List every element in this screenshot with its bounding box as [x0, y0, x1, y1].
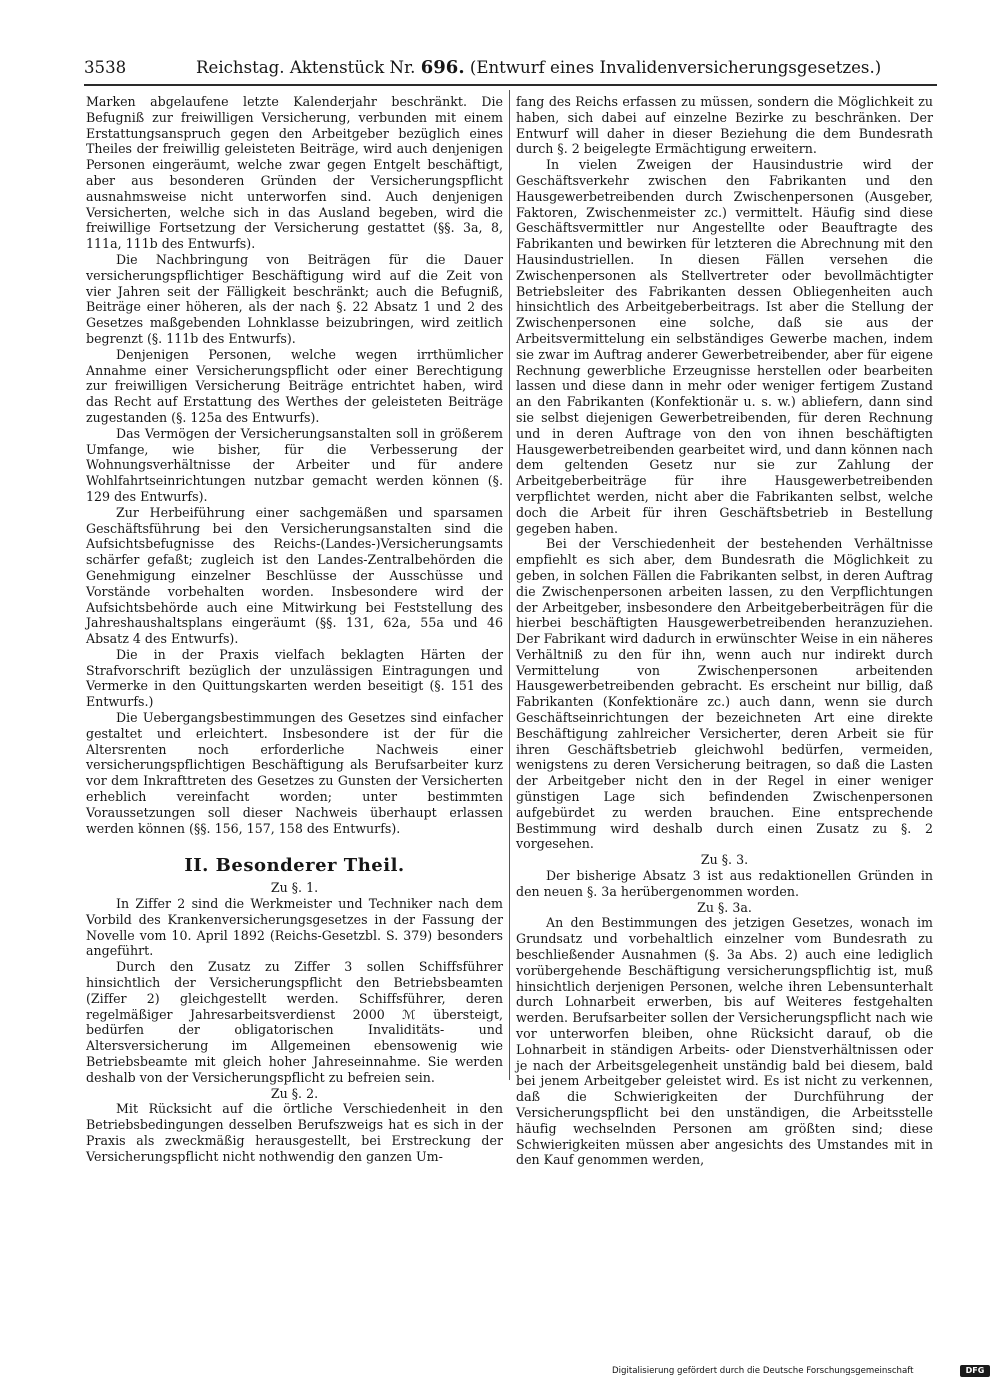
- subsection-heading: Zu §. 3.: [700, 852, 749, 868]
- digitization-footer: [612, 1363, 990, 1379]
- paragraph: Bei der Verschiedenheit der bestehenden Verhältnisse empfiehlt es sich aber, dem Bundesrath die Möglichkeit zu geben, in solchen Fällen die Fabrikanten selbst, in deren Auftrag die Zwischenpersonen arbeiten lassen, zu den Verpflichtungen der Arbeitgeber, insbesondere den Arbeitgeberbeiträgen für die hierbei beschäftigten Hausgewerbetreibenden heranzuziehen. Der Fabrikant wird dadurch in erwünschter Weise in ein näheres Verhältniß zu den für ihn, wenn auch nur indirekt durch Vermittelung von Zwischenpersonen arbeitenden Hausgewerbetreibenden gebracht. Es erscheint nur billig, daß Fabrikanten (Konfektionäre zc.) auch dann, wenn sie durch Geschäftseinrichtungen der bezeichneten Art eine direkte Beschäftigung zahlreicher Versicherter, deren Arbeit sie für ihren Geschäftsbetrieb gleichwohl bedürfen, vermeiden, wenigstens zu deren Versicherung beitragen, so daß die Lasten der Arbeitgeber nicht den in der Regel in einer weniger günstigen Lage sich befindenden Zwischenpersonen aufgebürdet zu werden brauchen. Eine entsprechende Bestimmung wird deshalb durch einen Zusatz zu §. 2 vorgesehen.: [516, 536, 933, 852]
- subsection-heading: Zu §. 2.: [270, 1085, 319, 1101]
- paragraph: In Ziffer 2 sind die Werkmeister und Techniker nach dem Vorbild des Krankenversicherungsgesetzes in der Fassung der Novelle vom 10. April 1892 (Reichs-Gesetzbl. S. 379) besonders angeführt.: [86, 896, 503, 959]
- paragraph: An den Bestimmungen des jetzigen Gesetzes, wonach im Grundsatz und vorbehaltlich einzelner vom Bundesrath zu beschließender Ausnahmen (§. 3a Abs. 2) auch eine lediglich vorübergehende Beschäftigung versicherungspflichtig ist, muß hinsichtlich derjenigen Personen, welche ihren Lebensunterhalt durch Lohnarbeit erwerben, bis auf Weiteres festgehalten werden. Berufsarbeiter sollen der Versicherungspflicht nach wie vor unterworfen bleiben, ohne Rücksicht darauf, ob die Lohnarbeit in ständigen Arbeits- oder Dienstverhältnissen oder je nach der Arbeitsgelegenheit unständig bald bei diesem, bald bei jenem Arbeitgeber geleistet wird. Es ist nicht zu verkennen, daß die Schwierigkeiten der Durchführung der Versicherungspflicht bei den unständigen, die Arbeitsstelle häufig wechselnden Personen am größten sind; diese Schwierigkeiten müssen aber angesichts des Umstandes mit in den Kauf genommen werden,: [516, 915, 933, 1168]
- paragraph: Mit Rücksicht auf die örtliche Verschiedenheit in den Betriebsbedingungen desselben Berufszweigs hat es sich in der Praxis als zweckmäßig herausgestellt, bei Erstreckung der Versicherungspflicht nicht nothwendig den ganzen Um-: [86, 1101, 503, 1164]
- running-title-prefix: Reichstag. Aktenstück Nr.: [196, 58, 421, 77]
- paragraph: In vielen Zweigen der Hausindustrie wird der Geschäftsverkehr zwischen den Fabrikanten und den Hausgewerbetreibenden durch Zwischenpersonen (Ausgeber, Faktoren, Zwischenmeister zc.) vermittelt. Häufig sind diese Geschäftsvermittler nur Angestellte oder Beauftragte des Fabrikanten und bewirken für letzteren die Abrechnung mit den Hausindustriellen. In diesen Fällen versehen die Zwischenpersonen als Stellvertreter oder bevollmächtigter Betriebsleiter des Fabrikanten dessen Obliegenheiten auch hinsichtlich des Arbeitgeberbeitrags. Ist aber die Stellung der Zwischenpersonen eine solche, daß sie aus der Arbeitsvermittelung ein selbständiges Gewerbe machen, indem sie zwar im Auftrag anderer Gewerbetreibender, aber für eigene Rechnung gewerbliche Erzeugnisse herstellen oder bearbeiten lassen und diese dann in mehr oder weniger fertigem Zustand an den Fabrikanten (Konfektionär u. s. w.) abliefern, dann sind sie selbst diejenigen Gewerbetreibenden, für deren Rechnung und in deren Auftrage von den von ihnen beschäftigten Hausgewerbetreibenden gearbeitet wird, und dann können nach dem geltenden Gesetz nur sie zur Zahlung der Arbeitgeberbeiträge für ihre Hausgewerbetreibenden verpflichtet werden, nicht aber die Fabrikanten selbst, welche doch die Arbeit für ihren Geschäftsbetrieb in Bestellung gegeben haben.: [516, 157, 933, 536]
- dfg-logo-icon: DFG: [960, 1365, 990, 1377]
- footer-credit: Digitalisierung gefördert durch die Deutsche Forschungsgemeinschaft: [612, 1366, 914, 1376]
- running-title: [196, 56, 881, 80]
- document-number: 696.: [420, 57, 465, 78]
- paragraph: Die in der Praxis vielfach beklagten Härten der Strafvorschrift bezüglich der unzulässigen Eintragungen und Vermerke in den Quittungskarten werden beseitigt (§. 151 des Entwurfs.): [86, 646, 503, 710]
- paragraph: Der bisherige Absatz 3 ist aus redaktionellen Gründen in den neuen §. 3a herübergenommen worden.: [516, 868, 933, 899]
- paragraph: Marken abgelaufene letzte Kalenderjahr beschränkt. Die Befugniß zur freiwilligen Versicherung, verbunden mit einem Erstattungsanspruch gegen den Arbeitgeber bezüglich eines Theiles der freiwillig geleisteten Beiträge, wird auch denjenigen Personen eingeräumt, welche zwar gegen Entgelt beschäftigt, aber aus besonderen Gründen der Versicherungspflicht ausnahmsweise nicht unterworfen sind. Auch denjenigen Versicherten, welche sich in das Ausland begeben, wird die freiwillige Fortsetzung der Versicherung gestattet (§§. 3a, 8, 111a, 111b des Entwurfs).: [86, 94, 503, 252]
- paragraph: Die Uebergangsbestimmungen des Gesetzes sind einfacher gestaltet und erleichtert. Insbesondere ist der für die Altersrenten noch erforderliche Nachweis einer versicherungspflichtigen Beschäftigung als Berufsarbeiter kurz vor dem Inkrafttreten des Gesetzes zu Gunsten der Versicherten erheblich vereinfacht worden; unter bestimmten Voraussetzungen soll dieser Nachweis überhaupt erlassen werden können (§§. 156, 157, 158 des Entwurfs).: [86, 710, 503, 836]
- section-heading: II. Besonderer Theil.: [184, 855, 405, 877]
- page-number: 3538: [84, 58, 127, 77]
- right-column: [516, 94, 933, 1168]
- paragraph: Denjenigen Personen, welche wegen irrthümlicher Annahme einer Versicherungspflicht oder einer Berechtigung zur freiwilligen Versicherung Beiträge entrichtet haben, wird das Recht auf Erstattung des Werthes der geleisteten Beiträge zugestanden (§. 125a des Entwurfs).: [86, 346, 503, 425]
- subsection-heading: Zu §. 3a.: [697, 899, 752, 915]
- running-title-suffix: (Entwurf eines Invalidenversicherungsgesetzes.): [464, 58, 882, 77]
- page-header: [84, 56, 937, 82]
- paragraph: Die Nachbringung von Beiträgen für die Dauer versicherungspflichtiger Beschäftigung wird auf die Zeit von vier Jahren seit der Fälligkeit beschränkt; auch die Befugniß, Beiträge einer höheren, als der nach §. 22 Absatz 1 und 2 des Gesetzes maßgebenden Lohnklasse beizubringen, wird zeitlich begrenzt (§. 111b des Entwurfs).: [86, 251, 503, 346]
- paragraph: Durch den Zusatz zu Ziffer 3 sollen Schiffsführer hinsichtlich der Versicherungspflicht den Betriebsbeamten (Ziffer 2) gleichgestellt werden. Schiffsführer, deren regelmäßiger Jahresarbeitsverdienst 2000 ℳ übersteigt, bedürfen der obligatorischen Invaliditäts- und Altersversicherung im Allgemeinen ebensowenig wie Betriebsbeamte mit gleich hoher Jahreseinnahme. Sie werden deshalb von der Versicherungspflicht zu befreien sein.: [86, 959, 503, 1085]
- subsection-heading: Zu §. 1.: [270, 880, 319, 896]
- paragraph: fang des Reichs erfassen zu müssen, sondern die Möglichkeit zu haben, sich dabei auf einzelne Bezirke zu beschränken. Der Entwurf will daher in dieser Beziehung die dem Bundesrath durch §. 2 beigelegte Ermächtigung erweitern.: [516, 94, 933, 157]
- paragraph: Zur Herbeiführung einer sachgemäßen und sparsamen Geschäftsführung bei den Versicherungsanstalten sind die Aufsichtsbefugnisse des Reichs-(Landes-)Versicherungsamts schärfer gefaßt; zugleich ist den Landes-Zentralbehörden die Genehmigung einzelner Beschlüsse der Ausschüsse und Vorstände vorbehalten worden. Insbesondere wird der Aufsichtsbehörde auch eine Mitwirkung bei Feststellung des Jahreshaushaltsplans eingeräumt (§§. 131, 62a, 55a und 46 Absatz 4 des Entwurfs).: [86, 504, 503, 647]
- left-column: [86, 94, 503, 1164]
- paragraph: Das Vermögen der Versicherungsanstalten soll in größerem Umfange, wie bisher, für die Verbesserung der Wohnungsverhältnisse der Arbeiter und für andere Wohlfahrtseinrichtungen nutzbar gemacht werden können (§. 129 des Entwurfs).: [86, 425, 503, 504]
- column-divider: [509, 90, 510, 1080]
- header-rule: [84, 84, 937, 86]
